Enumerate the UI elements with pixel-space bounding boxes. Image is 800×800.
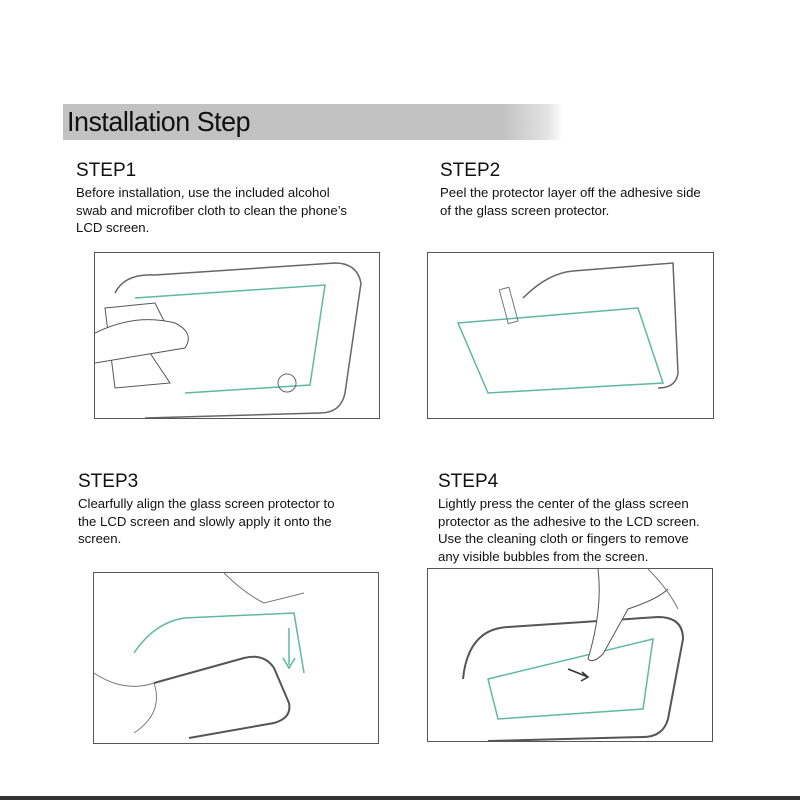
step3-illustration	[93, 572, 379, 744]
step-title: STEP3	[78, 471, 139, 492]
press-screen-icon	[428, 569, 712, 741]
bottom-divider	[0, 796, 800, 800]
step-2	[440, 160, 701, 219]
step-title: STEP4	[438, 471, 499, 492]
step-title: STEP2	[440, 160, 501, 181]
step-4	[438, 471, 700, 565]
peeling-protector-icon	[428, 253, 713, 418]
step2-illustration	[427, 252, 714, 419]
step-description: Clearfully align the glass screen protector to the LCD screen and slowly apply it onto the screen.	[78, 496, 335, 546]
phone-cleaning-icon	[95, 253, 379, 418]
section-header	[63, 104, 563, 140]
step-description: Before installation, use the included alcohol swab and microfiber cloth to clean the phone’s LCD screen.	[76, 185, 347, 235]
step-3	[78, 471, 335, 548]
step-description: Lightly press the center of the glass screen protector as the adhesive to the LCD screen. Use the cleaning cloth or fingers to remove any visible bubbles from the screen.	[438, 496, 700, 564]
step-title: STEP1	[76, 160, 137, 181]
step1-illustration	[94, 252, 380, 419]
align-protector-icon	[94, 573, 378, 743]
section-title: Installation Step	[67, 106, 251, 137]
step-description: Peel the protector layer off the adhesive side of the glass screen protector.	[440, 185, 701, 218]
step-1	[76, 160, 347, 237]
step4-illustration	[427, 568, 713, 742]
